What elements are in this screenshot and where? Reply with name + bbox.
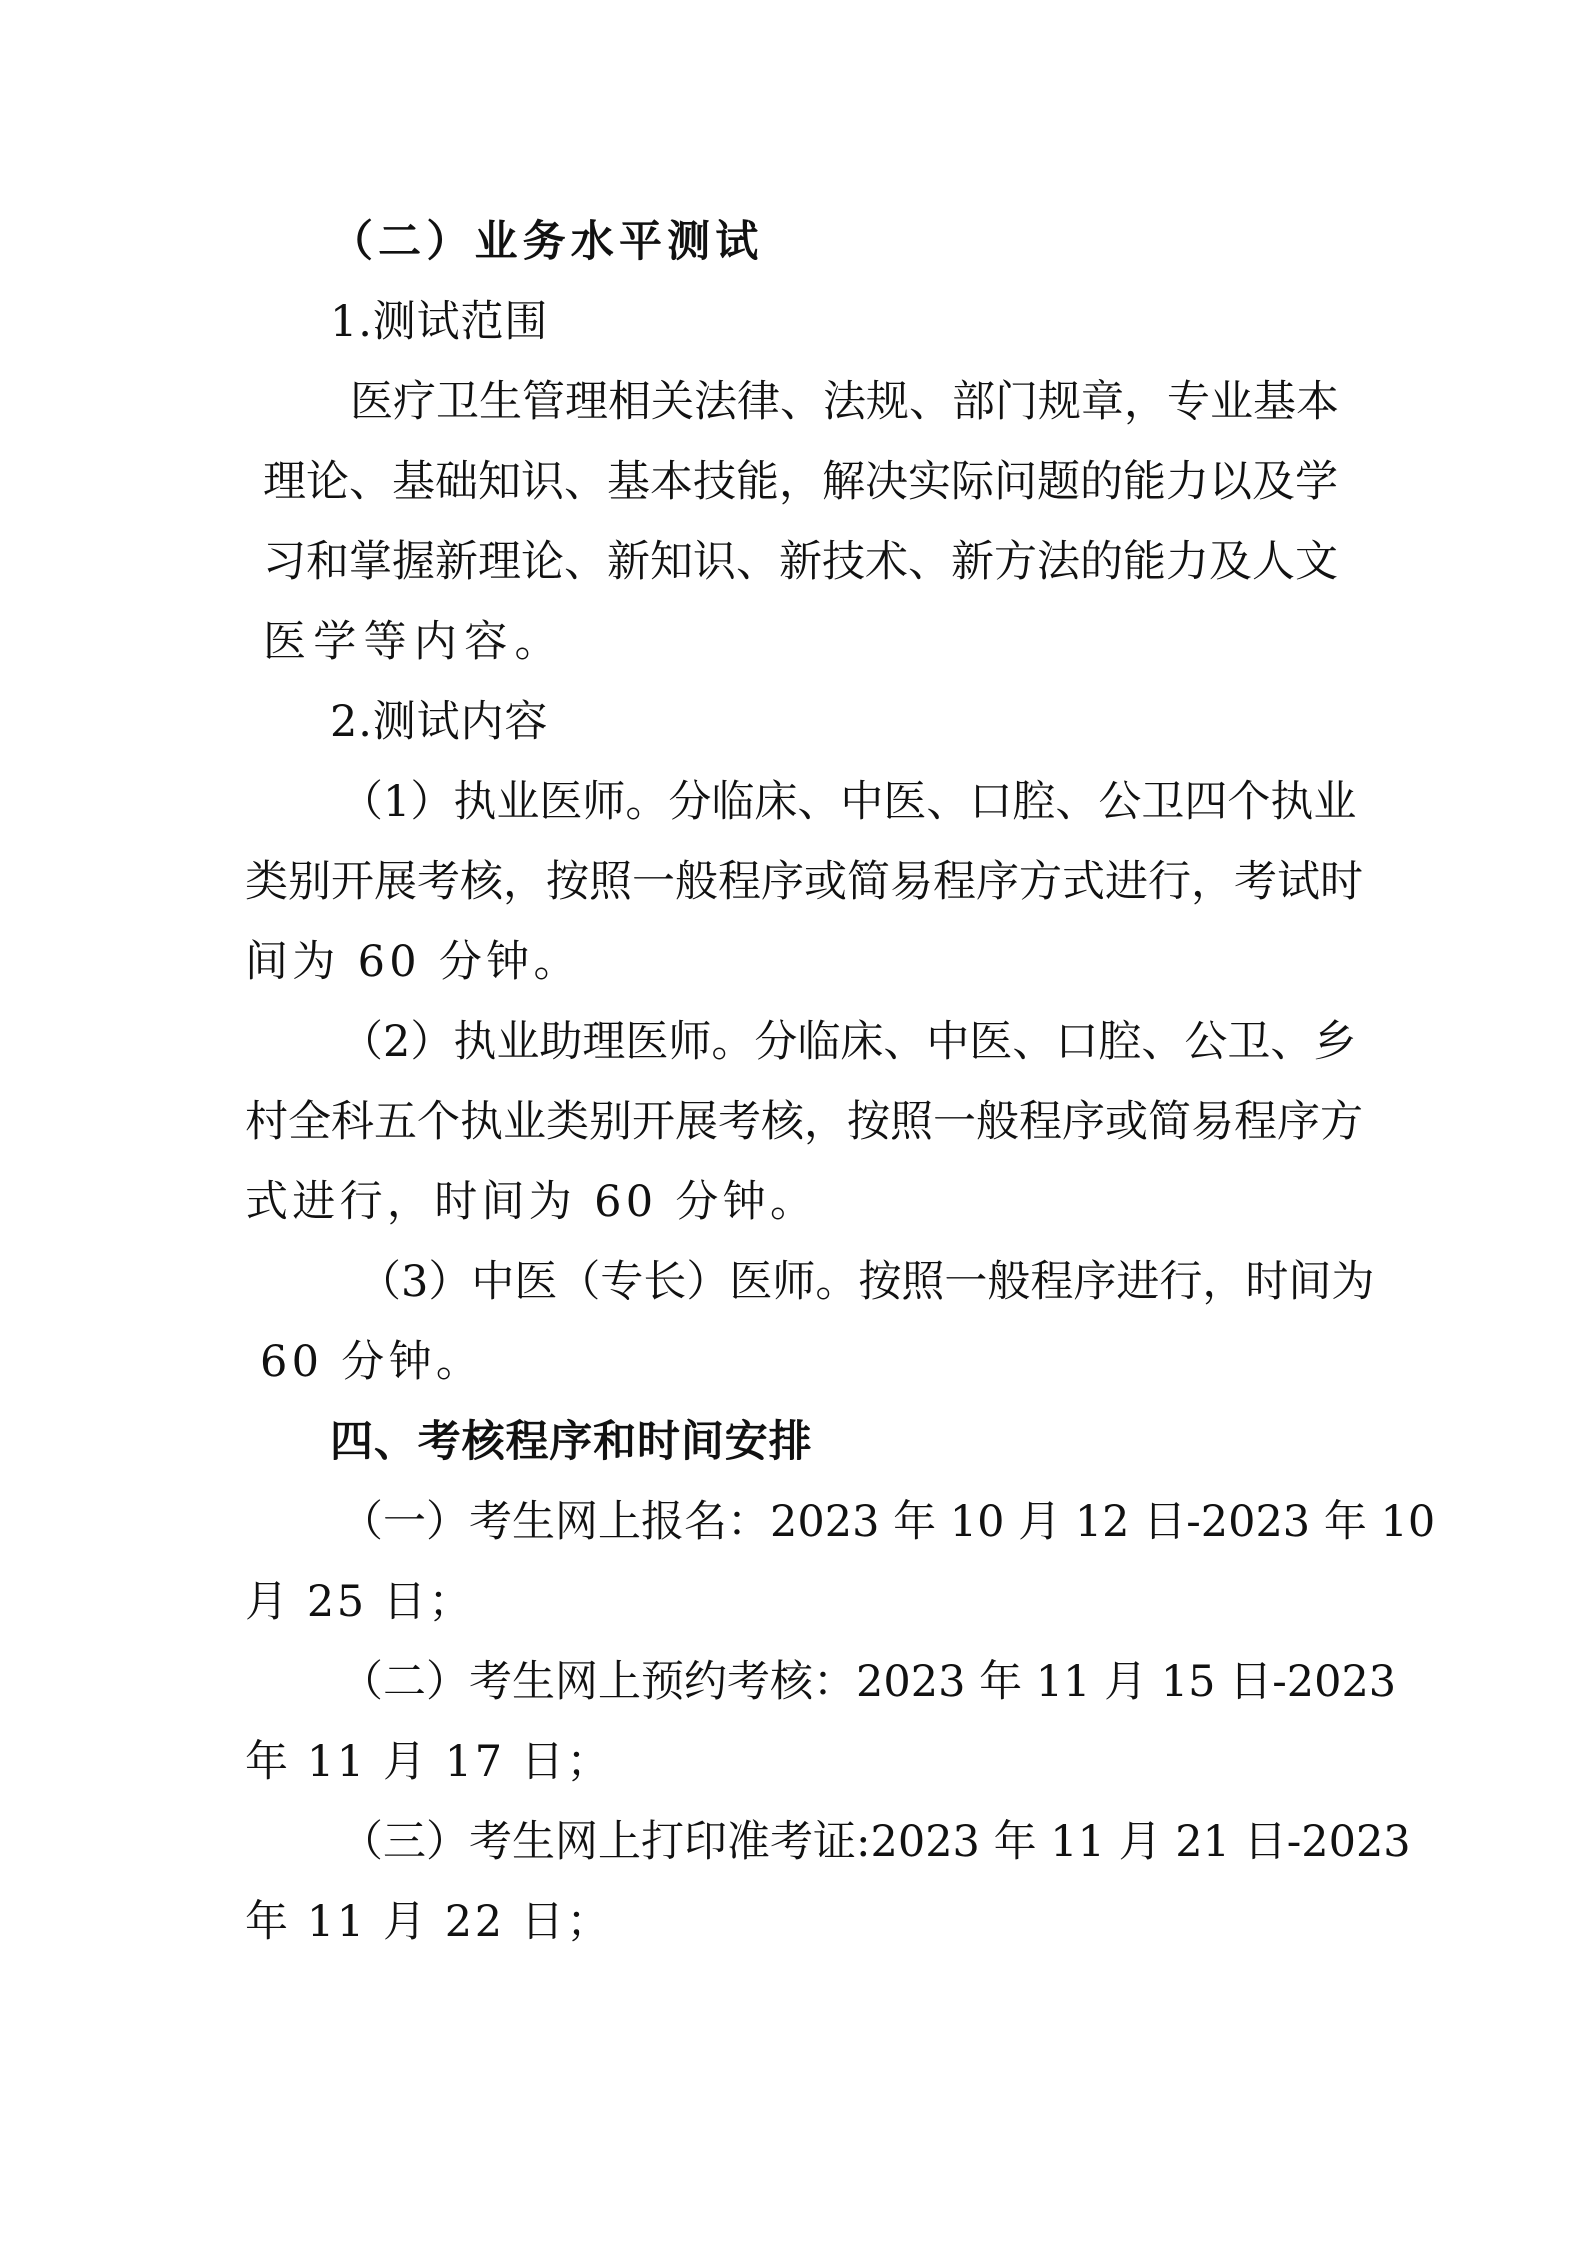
paragraph-line: （1）执业医师。分临床、中医、口腔、公卫四个执业 — [340, 777, 1357, 827]
schedule-line: （二）考生网上预约考核：2023 年 11 月 15 日-2023 — [340, 1657, 1397, 1707]
paragraph-line: 医学等内容。 — [263, 617, 565, 667]
paragraph-line: （3）中医（专长）医师。按照一般程序进行，时间为 — [358, 1257, 1375, 1307]
subheading-test-scope: 1.测试范围 — [330, 297, 549, 347]
schedule-line: 年 11 月 17 日； — [245, 1737, 613, 1787]
paragraph-line: 医疗卫生管理相关法律、法规、部门规章，专业基本 — [350, 377, 1339, 427]
paragraph-line: 式进行，时间为 60 分钟。 — [245, 1177, 818, 1227]
subheading-test-content: 2.测试内容 — [330, 697, 549, 747]
paragraph-line: 村全科五个执业类别开展考核，按照一般程序或简易程序方 — [245, 1097, 1363, 1147]
schedule-line: （一）考生网上报名：2023 年 10 月 12 日-2023 年 10 — [340, 1497, 1436, 1547]
section-heading-procedure-schedule: 四、考核程序和时间安排 — [330, 1417, 813, 1467]
paragraph-line: 习和掌握新理论、新知识、新技术、新方法的能力及人文 — [263, 537, 1338, 587]
paragraph-line: 理论、基础知识、基本技能，解决实际问题的能力以及学 — [263, 457, 1338, 507]
schedule-line: 年 11 月 22 日； — [245, 1897, 613, 1947]
paragraph-line: 类别开展考核，按照一般程序或简易程序方式进行，考试时 — [245, 857, 1363, 907]
paragraph-line: 60 分钟。 — [260, 1337, 484, 1387]
schedule-line: （三）考生网上打印准考证:2023 年 11 月 21 日-2023 — [340, 1817, 1411, 1867]
section-heading-business-test: （二）业务水平测试 — [330, 217, 764, 267]
paragraph-line: 间为 60 分钟。 — [245, 937, 581, 987]
schedule-line: 月 25 日； — [245, 1577, 475, 1627]
paragraph-line: （2）执业助理医师。分临床、中医、口腔、公卫、乡 — [340, 1017, 1357, 1067]
